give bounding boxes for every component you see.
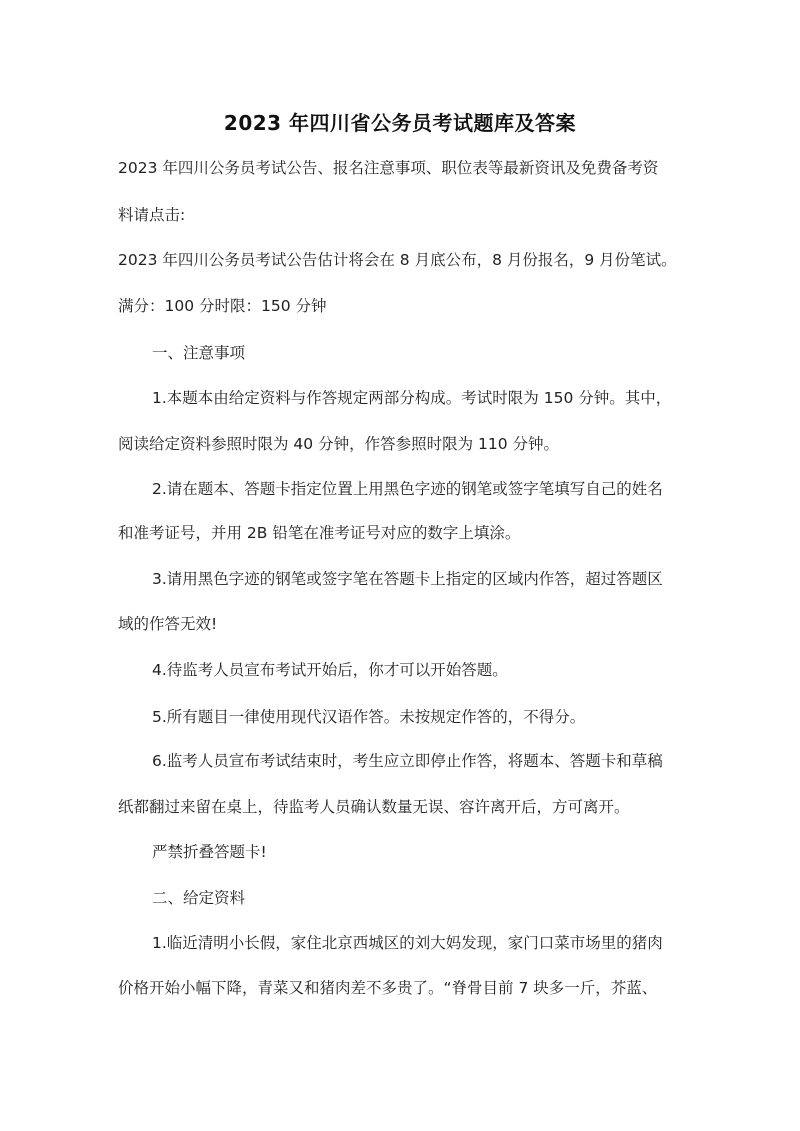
note-5: 5.所有题目一律使用现代汉语作答。未按规定作答的，不得分。 — [152, 708, 586, 726]
warning-line: 严禁折叠答题卡! — [152, 843, 267, 861]
intro-line-1: 2023 年四川公务员考试公告、报名注意事项、职位表等最新资讯及免费备考资 — [118, 159, 659, 177]
material-1-line-2: 价格开始小幅下降，青菜又和猪肉差不多贵了。“脊骨目前 7 块多一斤，芥蓝、 — [118, 979, 658, 997]
intro-line-2: 料请点击: — [118, 206, 186, 224]
note-1-line-2: 阅读给定资料参照时限为 40 分钟，作答参照时限为 110 分钟。 — [118, 435, 560, 453]
note-2-line-2: 和准考证号，并用 2B 铅笔在准考证号对应的数字上填涂。 — [118, 524, 521, 542]
section-heading-materials: 二、给定资料 — [152, 889, 246, 907]
score-time-line: 满分：100 分时限：150 分钟 — [118, 297, 327, 315]
note-2-line-1: 2.请在题本、答题卡指定位置上用黑色字迹的钢笔或签字笔填写自己的姓名 — [152, 480, 663, 498]
document-title: 2023 年四川省公务员考试题库及答案 — [223, 111, 577, 135]
material-1-line-1: 1.临近清明小长假，家住北京西城区的刘大妈发现，家门口菜市场里的猪肉 — [152, 934, 663, 952]
note-1-line-1: 1.本题本由给定资料与作答规定两部分构成。考试时限为 150 分钟。其中， — [152, 389, 672, 407]
note-6-line-2: 纸都翻过来留在桌上，待监考人员确认数量无误、容许离开后，方可离开。 — [118, 798, 630, 816]
note-3-line-1: 3.请用黑色字迹的钢笔或签字笔在答题卡上指定的区域内作答，超过答题区 — [152, 570, 663, 588]
section-heading-notes: 一、注意事项 — [152, 344, 246, 362]
note-6-line-1: 6.监考人员宣布考试结束时，考生应立即停止作答，将题本、答题卡和草稿 — [152, 752, 663, 770]
note-4: 4.待监考人员宣布考试开始后，你才可以开始答题。 — [152, 661, 508, 679]
note-3-line-2: 域的作答无效! — [118, 615, 218, 633]
announcement-line: 2023 年四川公务员考试公告估计将会在 8 月底公布，8 月份报名，9 月份笔试。 — [118, 251, 677, 269]
